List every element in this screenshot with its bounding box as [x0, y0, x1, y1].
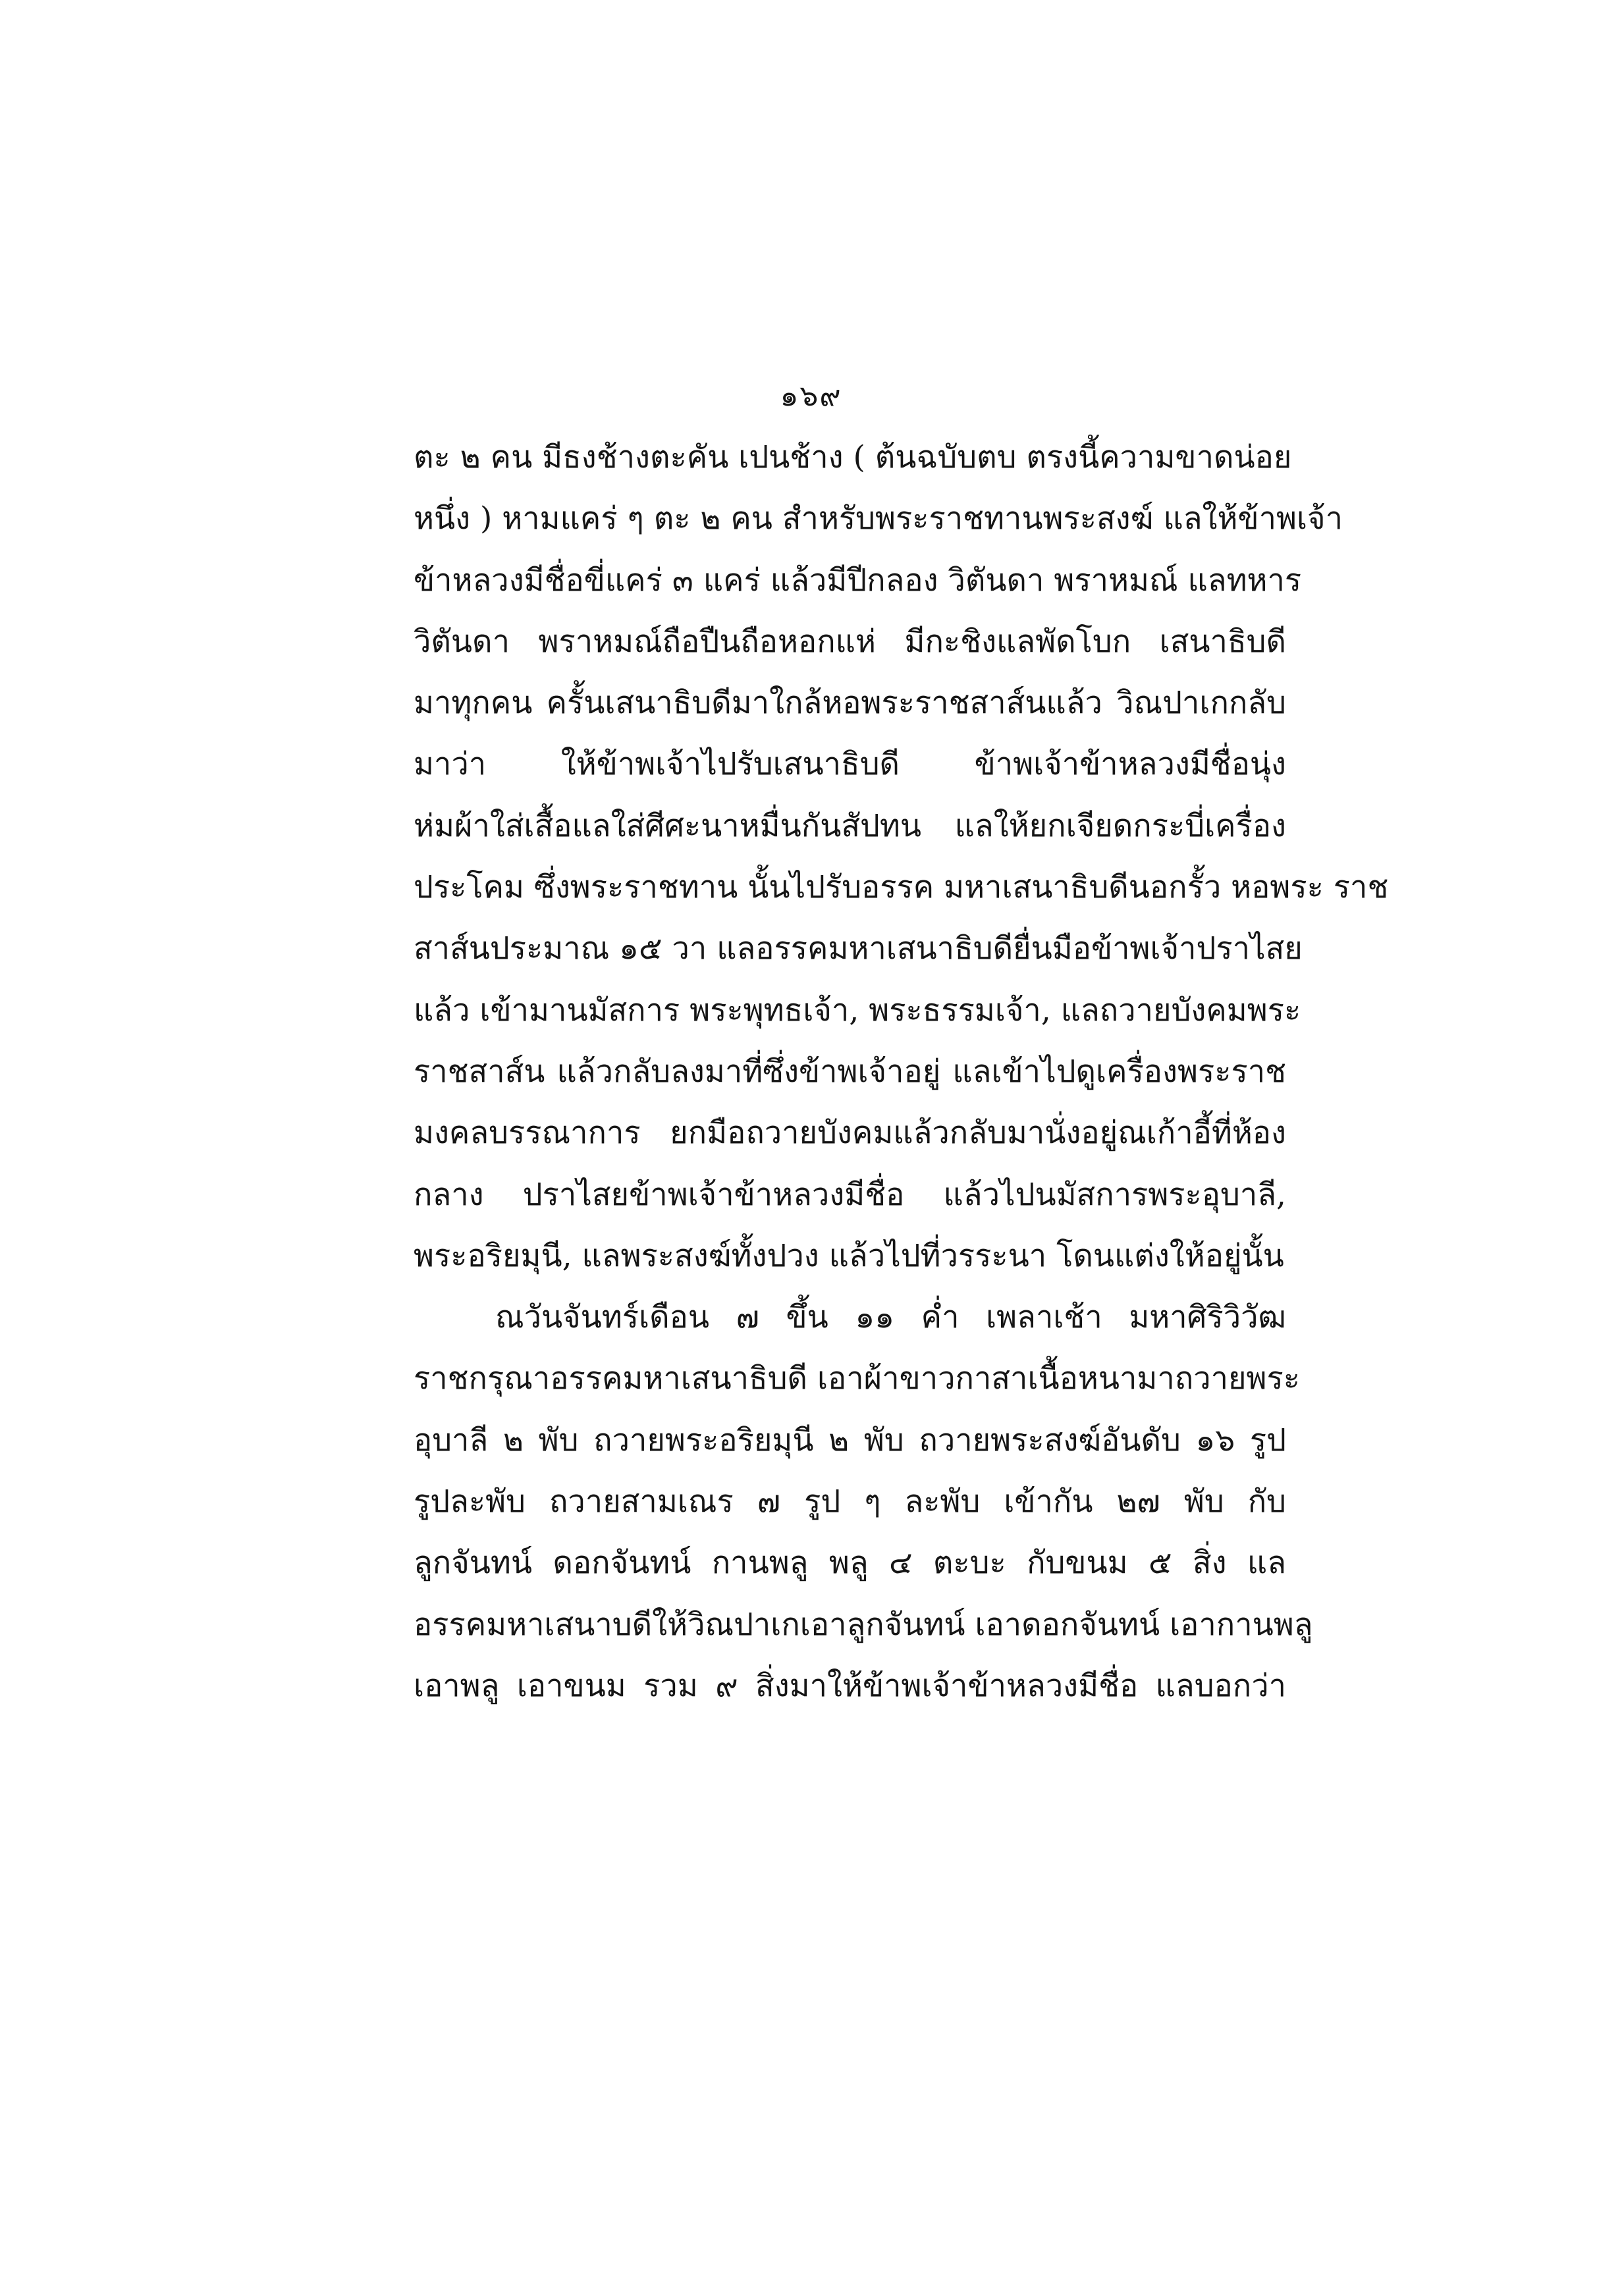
text-line: ห่มผ้าใส่เสื้อแลใส่ศีศะนาหมื่นกันสัปทน แลให้ยกเจียดกระบี่เครื่อง	[414, 807, 1286, 844]
text-line: ราชกรุณาอรรคมหาเสนาธิบดี เอาผ้าขาวกาสาเนื้อหนามาถวายพระ	[414, 1360, 1300, 1397]
text-line: พระอริยมุนี, แลพระสงฆ์ทั้งปวง แล้วไปที่วรระนา โดนแต่งให้อยู่นั้น	[414, 1237, 1284, 1274]
page-number: ๑๖๙	[780, 379, 842, 413]
text-line: อุบาลี ๒ พับ ถวายพระอริยมุนี ๒ พับ ถวายพระสงฆ์อันดับ ๑๖ รูป	[414, 1422, 1286, 1458]
text-line: ข้าหลวงมีชื่อขี่แคร่ ๓ แคร่ แล้วมีปีกลอง วิตันดา พราหมณ์ แลทหาร	[414, 562, 1302, 599]
text-line: ตะ ๒ คน มีธงช้างตะคัน เปนช้าง ( ต้นฉบับตบ ตรงนี้ความขาดน่อย	[414, 439, 1292, 475]
text-line: หนึ่ง ) หามแคร่ ๆ ตะ ๒ คน สำหรับพระราชทานพระสงฆ์ แลให้ข้าพเจ้า	[414, 500, 1343, 537]
text-line: กลาง ปราไสยข้าพเจ้าข้าหลวงมีชื่อ แล้วไปนมัสการพระอุบาลี,	[414, 1176, 1286, 1213]
text-line: มงคลบรรณาการ ยกมือถวายบังคมแล้วกลับมานั่งอยู่ณเก้าอี้ที่ห้อง	[414, 1115, 1286, 1152]
text-line: อรรคมหาเสนาบดีให้วิณปาเกเอาลูกจันทน์ เอาดอกจันทน์ เอากานพลู	[414, 1606, 1313, 1643]
body-text	[414, 427, 1389, 1717]
text-line: แล้ว เข้ามานมัสการ พระพุทธเจ้า, พระธรรมเจ้า, แลถวายบังคมพระ	[414, 992, 1301, 1028]
text-line: วิตันดา พราหมณ์ถือปืนถือหอกแห่ มีกะชิงแลพัดโบก เสนาธิบดี	[414, 623, 1286, 660]
text-line: เอาพลู เอาขนม รวม ๙ สิ่งมาให้ข้าพเจ้าข้าหลวงมีชื่อ แลบอกว่า	[414, 1667, 1286, 1704]
text-line: ราชสาส์น แล้วกลับลงมาที่ซึ่งข้าพเจ้าอยู่ แลเข้าไปดูเครื่องพระราช	[414, 1053, 1286, 1090]
text-line: ณวันจันทร์เดือน ๗ ขึ้น ๑๑ ค่ำ เพลาเช้า มหาศิริวิวัฒ	[495, 1299, 1286, 1336]
text-line: ประโคม ซึ่งพระราชทาน นั้นไปรับอรรค มหาเสนาธิบดีนอกรั้ว หอพระ ราช	[414, 869, 1389, 906]
text-line: ลูกจันทน์ ดอกจันทน์ กานพลู พลู ๔ ตะบะ กับขนม ๕ สิ่ง แล	[414, 1545, 1286, 1582]
text-line: มาว่า ให้ข้าพเจ้าไปรับเสนาธิบดี ข้าพเจ้าข้าหลวงมีชื่อนุ่ง	[414, 746, 1286, 783]
text-line: สาส์นประมาณ ๑๕ วา แลอรรคมหาเสนาธิบดียื่นมือข้าพเจ้าปราไสย	[414, 930, 1303, 967]
text-line: มาทุกคน ครั้นเสนาธิบดีมาใกล้หอพระราชสาส์นแล้ว วิณปาเกกลับ	[414, 685, 1286, 722]
text-line: รูปละพับ ถวายสามเณร ๗ รูป ๆ ละพับ เข้ากัน ๒๗ พับ กับ	[414, 1483, 1286, 1520]
